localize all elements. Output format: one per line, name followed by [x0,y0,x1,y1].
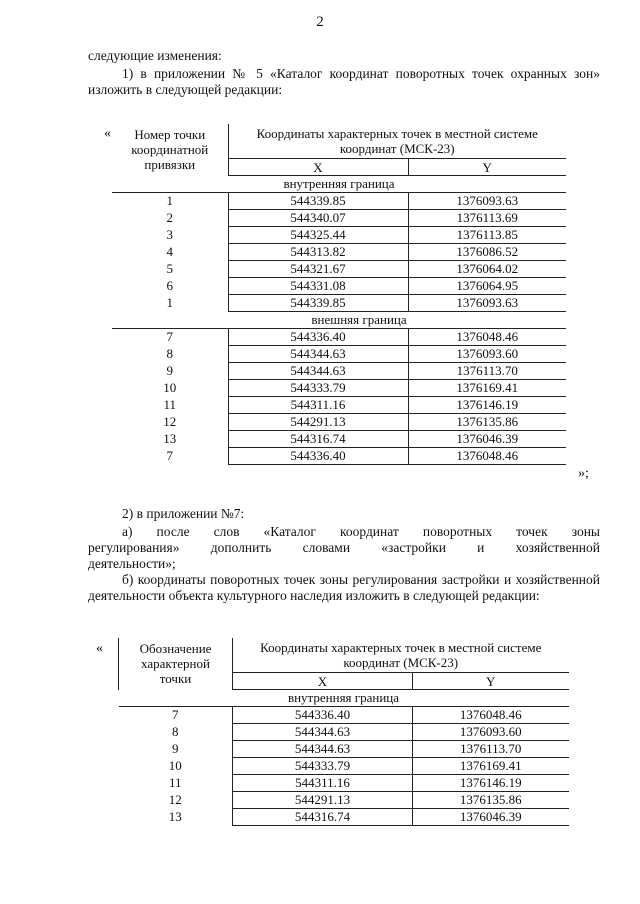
table1-row [112,380,566,397]
table1-point-number: 5 [166,261,173,276]
table1-row [112,329,566,346]
table1-y-coordinate: 1376169.41 [408,380,566,397]
table1-row [112,261,566,278]
table2-quote-open: « [96,641,103,656]
table2-y-coordinate: 1376046.39 [413,809,569,826]
table2-x-coordinate: 544344.63 [233,741,413,758]
table1-y-coordinate: 1376113.69 [408,210,566,227]
table1-row [112,210,566,227]
table2-x-coordinate: 544316.74 [233,809,413,826]
table2-point-number: 7 [172,707,179,723]
item-a-line-3: деятельности»; [88,556,176,571]
table1-row [112,244,566,261]
table1-row [112,346,566,363]
intro-line: следующие изменения: [88,48,222,63]
table1-point-number: 8 [166,346,173,361]
table1-row [112,227,566,244]
item-b: б) координаты поворотных точек зоны регулирования застройки и хозяйственной деятельности объекта культурного наследия изложить в следующей редакции: [88,572,600,603]
table1-x-coordinate: 544344.63 [228,346,408,363]
table1-point-number: 1 [166,295,173,310]
table2-point-number: 8 [172,724,179,739]
table1-row [112,193,566,210]
table1-x-coordinate: 544339.85 [228,193,408,210]
table2-row [119,758,569,775]
amendment-item-1: 1) в приложении № 5 «Каталог координат поворотных точек охранных зон» изложить в следующей редакции: [88,66,600,97]
table2-y-coordinate: 1376048.46 [413,707,569,724]
table2-row [119,809,569,826]
table1-y-coordinate: 1376113.70 [408,363,566,380]
table1-row [112,448,566,465]
table1-row [112,414,566,431]
table1-point-number: 6 [166,278,173,293]
table1-point-number: 12 [163,414,177,429]
table2-row [119,792,569,809]
table2-y-coordinate: 1376146.19 [413,775,569,792]
table1-x-coordinate: 544339.85 [228,295,408,312]
table2-y-header: Y [413,673,569,690]
table2-col1-header: Обозначение характерной точки [119,638,233,690]
table1-row [112,431,566,448]
table1-x-coordinate: 544344.63 [228,363,408,380]
table1-row [112,278,566,295]
table1-x-coordinate: 544313.82 [228,244,408,261]
table1-y-coordinate: 1376135.86 [408,414,566,431]
table1-y-header: Y [408,159,566,176]
table1-point-number: 7 [166,329,173,345]
table1-point-number: 2 [166,210,173,225]
table1-quote-close: »; [578,466,589,481]
table2-row [119,775,569,792]
table2-y-coordinate: 1376135.86 [413,792,569,809]
table2-point-number: 13 [168,809,182,824]
table2-point-number: 9 [172,741,179,756]
page-number: 2 [316,14,324,30]
table1-x-coordinate: 544333.79 [228,380,408,397]
table2-row [119,724,569,741]
table2-point-number: 12 [168,792,182,807]
table1-y-coordinate: 1376046.39 [408,431,566,448]
table1-point-number: 9 [166,363,173,378]
table2-x-coordinate: 544336.40 [233,707,413,724]
table1-y-coordinate: 1376086.52 [408,244,566,261]
table2-y-coordinate: 1376093.60 [413,724,569,741]
table1-y-coordinate: 1376093.63 [408,295,566,312]
table1-point-number: 3 [166,227,173,242]
table1-x-coordinate: 544321.67 [228,261,408,278]
amendment-item-2: 2) в приложении №7: [122,506,245,521]
table2-x-coordinate: 544344.63 [233,724,413,741]
table1-x-coordinate: 544316.74 [228,431,408,448]
table1-section-outer: внешняя граница [112,312,566,329]
item-a-line-2: регулирования» дополнить словами «застройки и хозяйственной [88,540,600,555]
table1-y-coordinate: 1376093.63 [408,193,566,210]
table2-y-coordinate: 1376113.70 [413,741,569,758]
table2-x-coordinate: 544333.79 [233,758,413,775]
table1-x-coordinate: 544291.13 [228,414,408,431]
table1-point-number: 13 [163,431,177,446]
table1-row [112,363,566,380]
table1-coords-header: Координаты характерных точек в местной системе координат (МСК-23) [228,124,566,159]
table1-x-coordinate: 544325.44 [228,227,408,244]
table1-x-header: X [228,159,408,176]
table1-row [112,397,566,414]
table1-y-coordinate: 1376064.02 [408,261,566,278]
table1-row [112,295,566,312]
table2-row [119,707,569,724]
table1-x-coordinate: 544340.07 [228,210,408,227]
coordinates-table-1 [112,124,566,465]
table1-y-coordinate: 1376048.46 [408,329,566,346]
table1-point-number: 7 [166,448,173,463]
table1-quote-open: « [104,126,111,141]
table1-y-coordinate: 1376093.60 [408,346,566,363]
table1-section-inner: внутренняя граница [112,176,566,193]
table2-y-coordinate: 1376169.41 [413,758,569,775]
table1-y-coordinate: 1376146.19 [408,397,566,414]
table1-point-number: 4 [166,244,173,259]
table1-x-coordinate: 544336.40 [228,448,408,465]
table1-y-coordinate: 1376048.46 [408,448,566,465]
table2-point-number: 11 [168,775,182,790]
table1-point-number: 10 [163,380,177,395]
table2-x-coordinate: 544291.13 [233,792,413,809]
table2-x-coordinate: 544311.16 [233,775,413,792]
table2-row [119,741,569,758]
table1-col1-header: Номер точки координатной привязки [131,127,209,173]
table1-y-coordinate: 1376113.85 [408,227,566,244]
table1-point-number: 1 [166,193,173,209]
table2-coords-header: Координаты характерных точек в местной системе координат (МСК-23) [233,638,569,673]
table1-x-coordinate: 544311.16 [228,397,408,414]
table1-point-number: 11 [163,397,177,412]
item-a-line-1: а) после слов «Каталог координат поворотных точек зоны [122,524,600,539]
table1-y-coordinate: 1376064.95 [408,278,566,295]
table1-x-coordinate: 544331.08 [228,278,408,295]
table2-x-header: X [233,673,413,690]
table1-x-coordinate: 544336.40 [228,329,408,346]
table2-point-number: 10 [168,758,182,773]
coordinates-table-2 [118,638,569,826]
table2-section-inner: внутренняя граница [119,690,569,707]
